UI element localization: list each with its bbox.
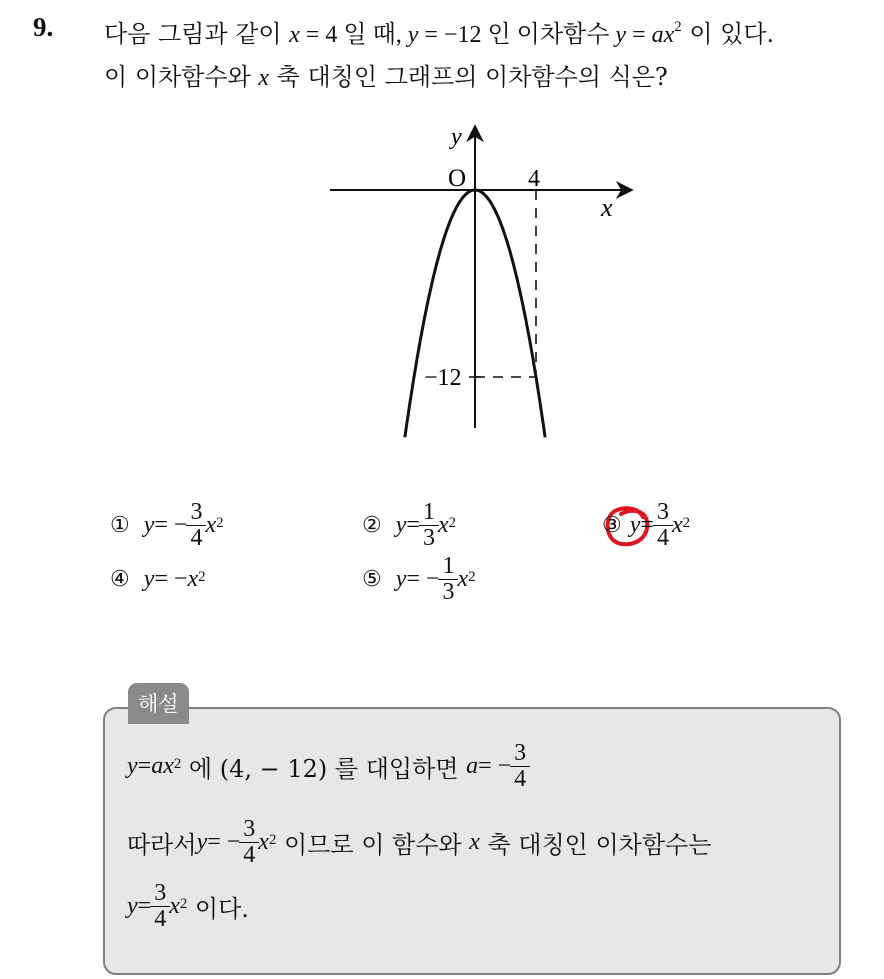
solution-line-2: 따라서 y = − $\frac{3}{4}$ x $^2$ 이므로 이 함수와 x 축 대칭인 이차함수는 [127,816,712,869]
choice-4[interactable]: ④ y = − x $^2$ [110,566,206,592]
question-number: 9. [33,12,54,42]
fraction: $\frac{3}{4}$ [512,741,528,792]
parabola-graph [320,120,650,440]
choice-1[interactable]: ① y = − $\frac{3}{4}$ x $^2$ [110,499,224,552]
fraction: $\frac{1}{3}$ [421,500,437,551]
solution-line-1: y = ax $^2$ 에 (4, − 12) 를 대입하면 a = − $\frac{3}{4}$ [127,741,529,792]
fraction: $\frac{3}{4}$ [241,817,257,868]
y-axis-label: y [451,124,462,150]
x-tick-label: 4 [528,166,540,192]
fraction: $\frac{1}{3}$ [440,554,456,605]
fraction: $\frac{3}{4}$ [188,500,204,551]
origin-label: O [448,165,467,192]
question-line-1: 다음 그림과 같이 x = 4 일 때, y = −12 인 이차함수 $y = ax^2$ 이 있다. [104,18,775,48]
fraction: $\frac{3}{4}$ [152,881,168,932]
y-tick-label: −12 [424,365,462,391]
choice-5[interactable]: ⑤ y = − $\frac{1}{3}$ x $^2$ [362,553,476,606]
fraction: $\frac{3}{4}$ [655,500,671,551]
question-line-2: 이 이차함수와 x 축 대칭인 그래프의 이차함수의 식은? [104,63,668,91]
solution-line-3: y = $\frac{3}{4}$ x $^2$ 이다. [127,880,249,933]
solution-box [103,707,841,975]
choice-3[interactable]: ③ y = $\frac{3}{4}$ x $^2$ [602,499,691,552]
x-axis-label: x [601,193,613,222]
solution-tag: 해설 [128,683,189,724]
choice-2[interactable]: ② y = $\frac{1}{3}$ x $^2$ [362,499,457,552]
